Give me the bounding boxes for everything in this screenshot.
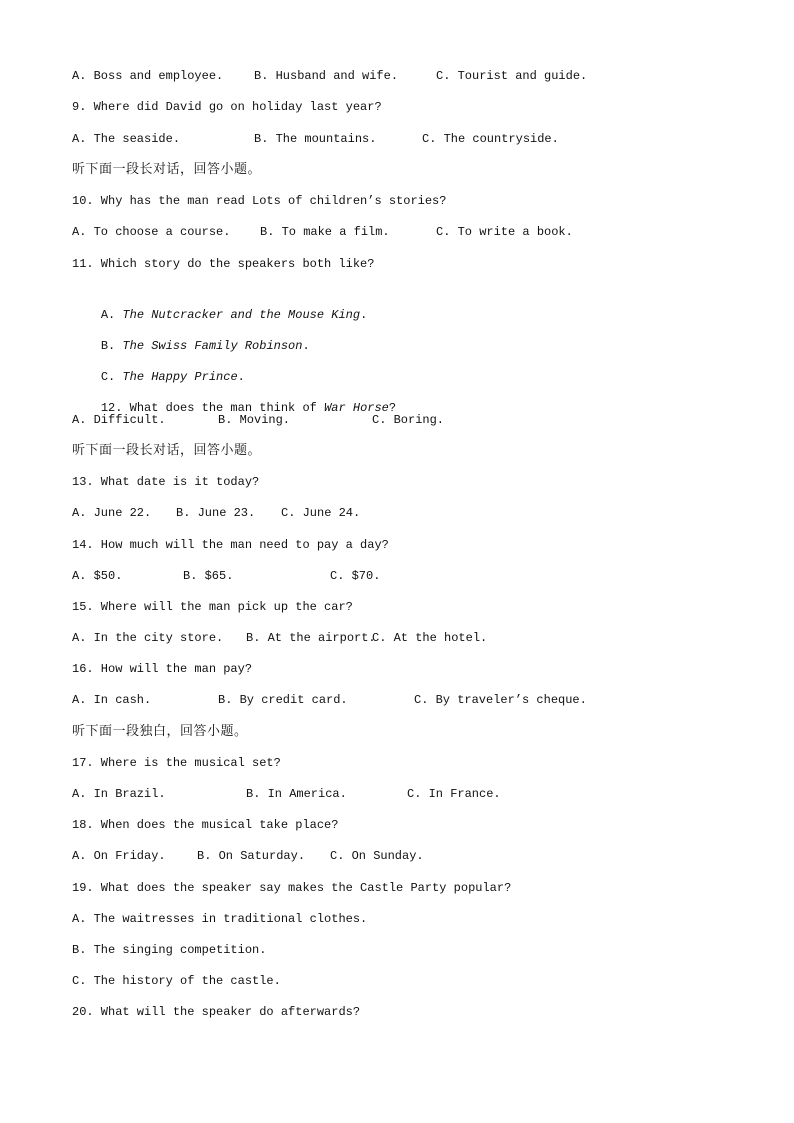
q16-options xyxy=(72,690,587,710)
q9-option-b[interactable]: B. The mountains. xyxy=(254,132,377,146)
q8-option-c[interactable]: C. Tourist and guide. xyxy=(436,69,588,83)
q17-option-c[interactable]: C. In France. xyxy=(407,787,501,801)
q15-option-b[interactable]: B. At the airport. xyxy=(246,631,376,645)
question-13: 13. What date is it today? xyxy=(72,475,260,489)
q15-options xyxy=(72,628,488,648)
question-12-text: 12. What does the man think of xyxy=(100,401,325,415)
q10-option-c[interactable]: C. To write a book. xyxy=(436,225,573,239)
q10-options xyxy=(72,222,573,242)
section-heading-long-dialogue-1: 听下面一段长对话，回答小题。 xyxy=(72,162,262,177)
question-17: 17. Where is the musical set? xyxy=(72,756,281,770)
q17-option-a[interactable]: A. In Brazil. xyxy=(72,787,166,801)
q19-option-c[interactable]: C. The history of the castle. xyxy=(72,974,281,988)
question-12-title: War Horse xyxy=(324,401,389,415)
q18-option-c[interactable]: C. On Sunday. xyxy=(330,849,424,863)
q11-option-b-suffix: . xyxy=(302,339,310,353)
question-10: 10. Why has the man read Lots of children’s stories? xyxy=(72,194,447,208)
section-heading-long-dialogue-2: 听下面一段长对话，回答小题。 xyxy=(72,443,262,458)
q11-option-c[interactable] xyxy=(72,347,245,384)
q17-options xyxy=(72,784,501,804)
question-16: 16. How will the man pay? xyxy=(72,662,253,676)
q18-option-a[interactable]: A. On Friday. xyxy=(72,849,166,863)
q11-option-b-title: The Swiss Family Robinson xyxy=(122,339,303,353)
q11-option-a-prefix: A. xyxy=(100,308,123,322)
q10-option-a[interactable]: A. To choose a course. xyxy=(72,225,231,239)
q17-option-b[interactable]: B. In America. xyxy=(246,787,347,801)
question-14: 14. How much will the man need to pay a day? xyxy=(72,538,389,552)
question-18: 18. When does the musical take place? xyxy=(72,818,339,832)
question-9: 9. Where did David go on holiday last year? xyxy=(72,100,382,114)
question-15: 15. Where will the man pick up the car? xyxy=(72,600,353,614)
q13-option-b[interactable]: B. June 23. xyxy=(176,506,256,520)
q10-option-b[interactable]: B. To make a film. xyxy=(260,225,390,239)
q14-option-b[interactable]: B. $65. xyxy=(183,569,234,583)
q11-option-b-prefix: B. xyxy=(100,339,123,353)
q16-option-a[interactable]: A. In cash. xyxy=(72,693,152,707)
q16-option-b[interactable]: B. By credit card. xyxy=(218,693,348,707)
q12-options xyxy=(72,410,445,430)
q11-option-a-title: The Nutcracker and the Mouse King xyxy=(122,308,361,322)
q15-option-a[interactable]: A. In the city store. xyxy=(72,631,224,645)
q12-option-c[interactable]: C. Boring. xyxy=(372,413,445,427)
q9-options xyxy=(72,129,559,149)
question-20: 20. What will the speaker do afterwards? xyxy=(72,1005,361,1019)
q13-options xyxy=(72,503,361,523)
question-12-end: ? xyxy=(388,401,397,415)
q8-options xyxy=(72,66,588,86)
q11-option-c-prefix: C. xyxy=(100,370,123,384)
q11-option-a-suffix: . xyxy=(360,308,368,322)
q12-option-b[interactable]: B. Moving. xyxy=(218,413,291,427)
q13-option-a[interactable]: A. June 22. xyxy=(72,506,152,520)
q11-option-c-suffix: . xyxy=(237,370,245,384)
q11-option-a[interactable] xyxy=(72,285,368,322)
q16-option-c[interactable]: C. By traveler’s cheque. xyxy=(414,693,587,707)
q19-option-a[interactable]: A. The waitresses in traditional clothes. xyxy=(72,912,368,926)
q9-option-a[interactable]: A. The seaside. xyxy=(72,132,181,146)
q8-option-a[interactable]: A. Boss and employee. xyxy=(72,69,224,83)
q14-option-c[interactable]: C. $70. xyxy=(330,569,381,583)
q15-option-c[interactable]: C. At the hotel. xyxy=(372,631,488,645)
q14-options xyxy=(72,566,381,586)
q19-option-b[interactable]: B. The singing competition. xyxy=(72,943,267,957)
question-19: 19. What does the speaker say makes the Castle Party popular? xyxy=(72,881,512,895)
q9-option-c[interactable]: C. The countryside. xyxy=(422,132,559,146)
q11-option-c-title: The Happy Prince xyxy=(122,370,238,384)
question-12 xyxy=(72,378,397,415)
section-heading-monologue: 听下面一段独白，回答小题。 xyxy=(72,724,248,739)
question-11: 11. Which story do the speakers both like? xyxy=(72,257,375,271)
q18-options xyxy=(72,846,424,866)
q8-option-b[interactable]: B. Husband and wife. xyxy=(254,69,399,83)
q12-option-a[interactable]: A. Difficult. xyxy=(72,413,166,427)
q14-option-a[interactable]: A. $50. xyxy=(72,569,123,583)
q13-option-c[interactable]: C. June 24. xyxy=(281,506,361,520)
q18-option-b[interactable]: B. On Saturday. xyxy=(197,849,306,863)
q11-option-b[interactable] xyxy=(72,316,310,353)
